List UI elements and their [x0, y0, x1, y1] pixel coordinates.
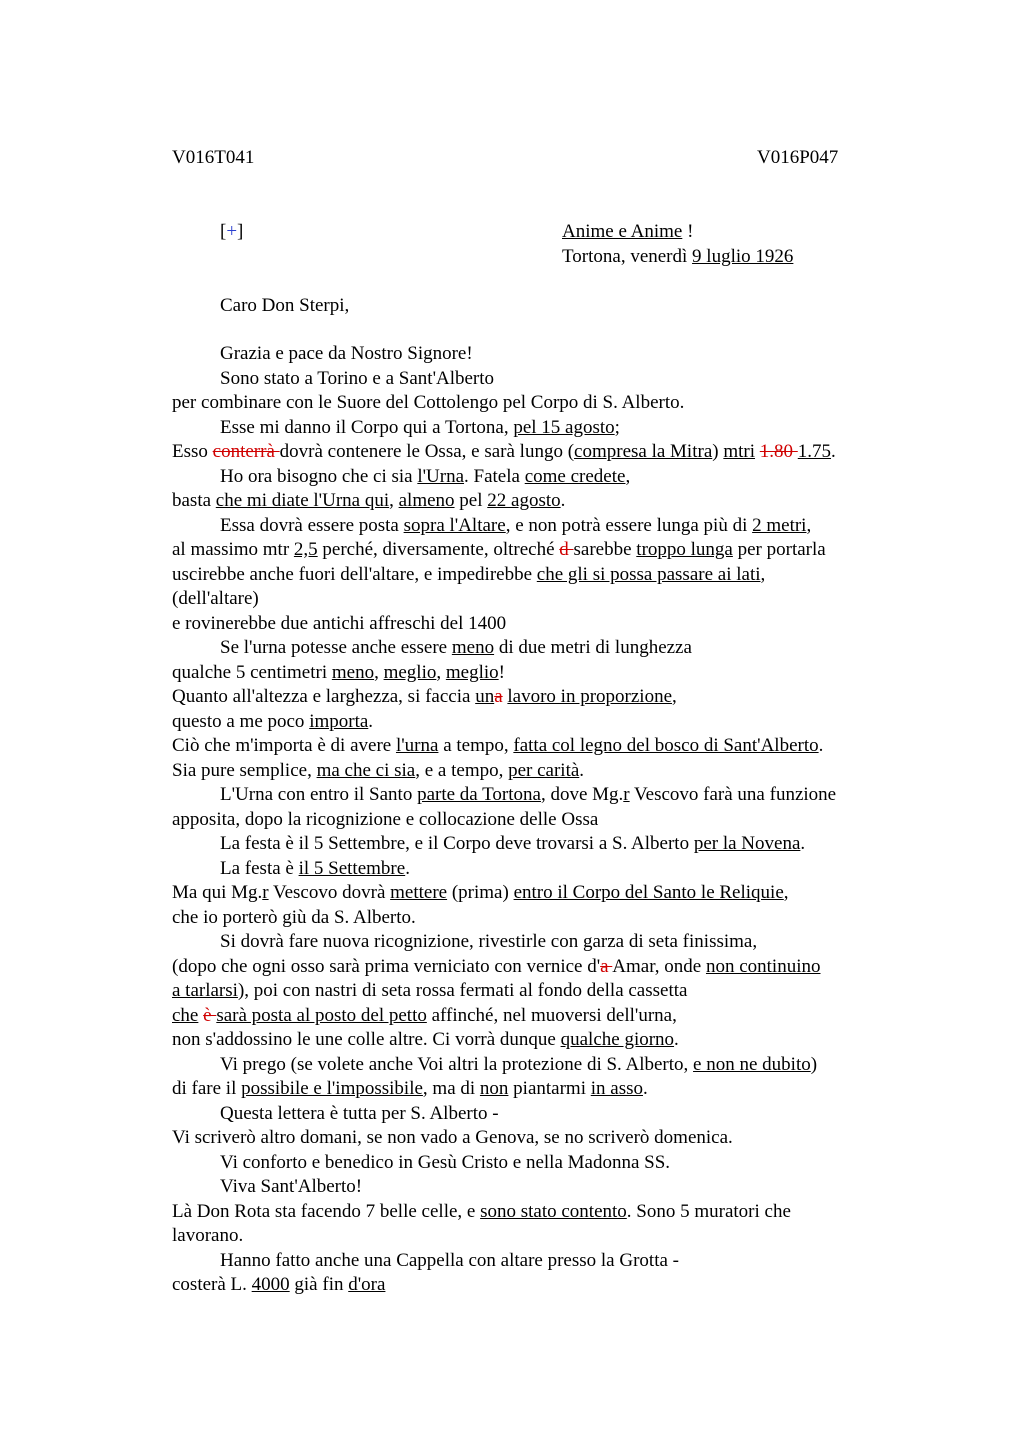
underlined-text: qualche giorno: [560, 1029, 675, 1050]
text-run: a tempo,: [438, 735, 514, 756]
text-line: [172, 1077, 902, 1102]
underlined-text: e non ne dubito: [693, 1053, 811, 1075]
text-run: , e non potrà essere lunga più di: [505, 514, 753, 536]
text-run: L'Urna con entro il Santo: [220, 784, 418, 805]
underlined-text: d'ora: [348, 1274, 386, 1295]
motto: [562, 220, 693, 245]
marker-close: ]: [237, 221, 244, 242]
text-run: basta: [172, 490, 216, 511]
underlined-text: non continuino: [705, 955, 821, 977]
letter-date: 9 luglio 1926: [692, 246, 794, 267]
underlined-text: l'urna: [395, 735, 439, 756]
text-line: [172, 489, 902, 514]
underlined-text: ma che ci sia: [316, 759, 416, 781]
underlined-text: meglio: [445, 661, 499, 683]
motto-end: !: [682, 221, 694, 242]
deleted-text: a: [494, 686, 503, 707]
underlined-text: mtri: [723, 441, 756, 462]
text-line: [172, 1249, 902, 1274]
text-run: ,: [436, 661, 446, 683]
text-line: [172, 783, 902, 808]
text-line: [172, 1126, 902, 1151]
header-left-code: V016T041: [172, 147, 255, 168]
underlined-text: r: [623, 784, 630, 805]
underlined-text: sono stato contento: [480, 1200, 627, 1222]
text-line: [172, 857, 902, 882]
text-run: non s'addossino le une colle altre. Ci vorrà dunque: [172, 1029, 561, 1050]
place-date: [562, 245, 793, 270]
text-run: Quanto all'altezza e larghezza, si faccia: [172, 686, 476, 707]
text-line: [172, 1200, 902, 1225]
text-line: [172, 808, 902, 833]
underlined-text: il 5 Settembre: [298, 857, 406, 879]
text-line: [172, 881, 902, 906]
text-run: per combinare con le Suore del Cottolengo pel Corpo di S. Alberto.: [172, 392, 685, 413]
text-run: (prima): [447, 882, 514, 903]
underlined-text: sarà posta al posto del petto: [216, 1004, 427, 1026]
underlined-text: l'Urna: [417, 465, 465, 487]
text-line: [172, 1273, 902, 1298]
text-run: Esse mi danno il Corpo qui a Tortona,: [220, 416, 514, 438]
underlined-text: lavoro in proporzione: [507, 686, 673, 707]
text-run: ): [810, 1053, 818, 1075]
underlined-text: 2,5: [293, 539, 318, 560]
underlined-text: 2 metri: [752, 514, 807, 536]
text-run: Questa lettera è tutta per S. Alberto -: [220, 1102, 499, 1124]
underlined-text: almeno: [398, 490, 455, 511]
text-line: [172, 685, 902, 710]
text-run: piantarmi: [508, 1078, 591, 1099]
underlined-text: 4000: [251, 1274, 290, 1295]
text-line: [172, 440, 902, 465]
deleted-text: è: [203, 1004, 217, 1026]
text-run: Vi conforto e benedico in Gesù Cristo e nella Madonna SS.: [220, 1151, 671, 1173]
underlined-text: importa: [309, 710, 369, 732]
underlined-text: parte da Tortona: [417, 784, 541, 805]
underlined-text: che mi diate l'Urna qui: [215, 490, 390, 511]
text-run: .: [368, 710, 374, 732]
text-run: Essa dovrà essere posta: [220, 514, 404, 536]
text-line: [172, 906, 902, 931]
text-run: Ma qui Mg.: [172, 882, 263, 903]
text-run: .: [831, 441, 836, 462]
text-run: Vescovo farà una funzione: [629, 784, 837, 805]
expand-plus-link[interactable]: +: [226, 221, 238, 242]
text-run: (dell'altare): [172, 588, 259, 609]
text-line: [172, 759, 902, 784]
underlined-text: mettere: [390, 882, 448, 903]
underlined-text: sopra l'Altare: [403, 514, 506, 536]
text-run: per portarla: [732, 539, 826, 560]
text-run: ): [712, 441, 724, 462]
text-run: uscirebbe anche fuori dell'altare, e impedirebbe: [172, 563, 537, 585]
text-run: Ho ora bisogno che ci sia: [220, 465, 418, 487]
editorial-marker: [220, 220, 243, 245]
underlined-text: per carità: [508, 759, 580, 781]
text-run: Là Don Rota sta facendo 7 belle celle, e: [172, 1200, 481, 1222]
text-line: [172, 563, 902, 588]
text-run: ,: [760, 563, 766, 585]
text-run: .: [674, 1029, 679, 1050]
text-line: [172, 1224, 902, 1249]
underlined-text: troppo lunga: [636, 539, 733, 560]
text-line: [172, 1151, 902, 1176]
underlined-text: meno: [331, 661, 375, 683]
text-run: Ciò che m'importa è di avere: [172, 735, 396, 756]
text-line: [172, 465, 902, 490]
text-line: [172, 930, 902, 955]
text-run: costerà L.: [172, 1274, 252, 1295]
text-run: perché, diversamente, oltreché: [317, 539, 560, 560]
text-line: [172, 955, 902, 980]
text-run: .: [579, 759, 585, 781]
text-run: , dove Mg.: [540, 784, 624, 805]
text-run: ,: [389, 490, 399, 511]
underlined-text: che: [172, 1004, 199, 1026]
text-run: Grazia e pace da Nostro Signore!: [220, 343, 473, 364]
motto-text: Anime e Anime: [562, 221, 683, 242]
text-line: [172, 1028, 902, 1053]
text-run: , e a tempo,: [415, 759, 509, 781]
text-run: Esso: [172, 441, 213, 462]
underlined-text: come credete: [524, 465, 626, 487]
underlined-text: possibile e l'impossibile: [241, 1078, 423, 1099]
deleted-text: 1.80: [759, 441, 798, 462]
text-run: Vescovo dovrà: [268, 882, 391, 903]
text-run: dovrà contenere le Ossa, e sarà lungo (: [279, 441, 575, 462]
text-run: Vi prego (se volete anche Voi altri la protezione di S. Alberto,: [220, 1053, 694, 1075]
text-run: , ma di: [422, 1078, 480, 1099]
text-line: [172, 661, 902, 686]
text-line: [172, 587, 902, 612]
underlined-text: 22 agosto: [487, 490, 561, 511]
text-run: Si dovrà fare nuova ricognizione, rivestirle con garza di seta finissima,: [220, 931, 758, 952]
text-run: ,: [374, 661, 384, 683]
underlined-text: r: [262, 882, 269, 903]
text-line: [172, 612, 902, 637]
text-run: di due metri di lunghezza: [494, 637, 692, 658]
underlined-text: per la Novena: [693, 833, 801, 854]
text-line: [172, 710, 902, 735]
text-run: .: [800, 833, 806, 854]
text-line: [172, 538, 902, 563]
text-run: di fare il: [172, 1078, 242, 1099]
text-line: [172, 1175, 902, 1200]
text-run: affinché, nel muoversi dell'urna,: [426, 1004, 677, 1026]
text-run: !: [498, 661, 505, 683]
text-run: Se l'urna potesse anche essere: [220, 637, 452, 658]
text-run: . Sono 5 muratori che: [626, 1200, 791, 1222]
text-line: [172, 734, 902, 759]
text-run: (dopo che ogni osso sarà prima verniciato con vernice d': [172, 955, 601, 977]
text-run: ,: [783, 882, 789, 903]
deleted-text: a: [600, 955, 613, 977]
text-line: [172, 636, 902, 661]
text-line: [172, 1004, 902, 1029]
text-line: [172, 832, 902, 857]
underlined-text: in asso: [590, 1078, 643, 1099]
text-run: e rovinerebbe due antichi affreschi del 1400: [172, 612, 507, 634]
header-right-code: V016P047: [757, 147, 839, 168]
underlined-text: fatta col legno del bosco di Sant'Alberto: [513, 735, 819, 756]
text-run: Vi scriverò altro domani, se non vado a Genova, se no scriverò domenica.: [172, 1127, 733, 1148]
text-run: La festa è: [220, 857, 299, 879]
text-run: Amar, onde: [612, 955, 706, 977]
text-line: [172, 1053, 902, 1078]
salutation: Caro Don Sterpi,: [220, 295, 350, 316]
text-run: al massimo mtr: [172, 539, 294, 560]
text-run: . Fatela: [464, 465, 525, 487]
text-run: già fin: [289, 1274, 349, 1295]
text-run: .: [560, 490, 566, 511]
text-run: che io porterò giù da S. Alberto.: [172, 906, 416, 928]
underlined-text: a tarlarsi: [172, 980, 238, 1001]
underlined-text: meglio: [383, 661, 437, 683]
text-line: [172, 367, 902, 392]
underlined-text: che gli si possa passare ai lati: [536, 563, 761, 585]
marker-open: [: [220, 221, 227, 242]
text-run: La festa è il 5 Settembre, e il Corpo deve trovarsi a S. Alberto: [220, 833, 694, 854]
text-run: ,: [806, 514, 812, 536]
text-run: ,: [672, 686, 677, 707]
text-run: Sono stato a Torino e a Sant'Alberto: [220, 367, 495, 389]
text-run: ;: [614, 416, 620, 438]
text-run: sarebbe: [573, 539, 637, 560]
text-run: Hanno fatto anche una Cappella con altare presso la Grotta -: [220, 1249, 679, 1271]
text-line: [172, 342, 902, 367]
text-run: pel: [454, 490, 488, 511]
letter-body: [172, 342, 902, 1298]
underlined-text: non: [479, 1078, 509, 1099]
deleted-text: conterrà: [212, 441, 280, 462]
text-run: qualche 5 centimetri: [172, 661, 332, 683]
text-run: ), poi con nastri di seta rossa fermati al fondo della cassetta: [237, 980, 688, 1001]
text-run: .: [818, 735, 824, 756]
text-line: [172, 416, 902, 441]
text-run: .: [405, 857, 410, 879]
text-line: [172, 1102, 902, 1127]
text-run: .: [642, 1078, 648, 1099]
place-date-prefix: Tortona, venerdì: [562, 246, 693, 267]
text-run: Sia pure semplice,: [172, 759, 317, 781]
underlined-text: 1.75: [797, 441, 832, 462]
text-run: lavorano.: [172, 1225, 244, 1246]
text-line: [172, 391, 902, 416]
underlined-text: compresa la Mitra: [574, 441, 713, 462]
text-line: [172, 979, 902, 1004]
text-run: apposita, dopo la ricognizione e collocazione delle Ossa: [172, 808, 599, 830]
text-run: questo a me poco: [172, 710, 310, 732]
deleted-text: d: [559, 539, 574, 560]
text-run: Viva Sant'Alberto!: [220, 1176, 363, 1197]
text-line: [172, 514, 902, 539]
underlined-text: entro il Corpo del Santo le Reliquie: [513, 882, 784, 903]
underlined-text: meno: [451, 637, 495, 658]
text-run: ,: [625, 465, 631, 487]
underlined-text: un: [475, 686, 495, 707]
underlined-text: pel 15 agosto: [513, 416, 615, 438]
